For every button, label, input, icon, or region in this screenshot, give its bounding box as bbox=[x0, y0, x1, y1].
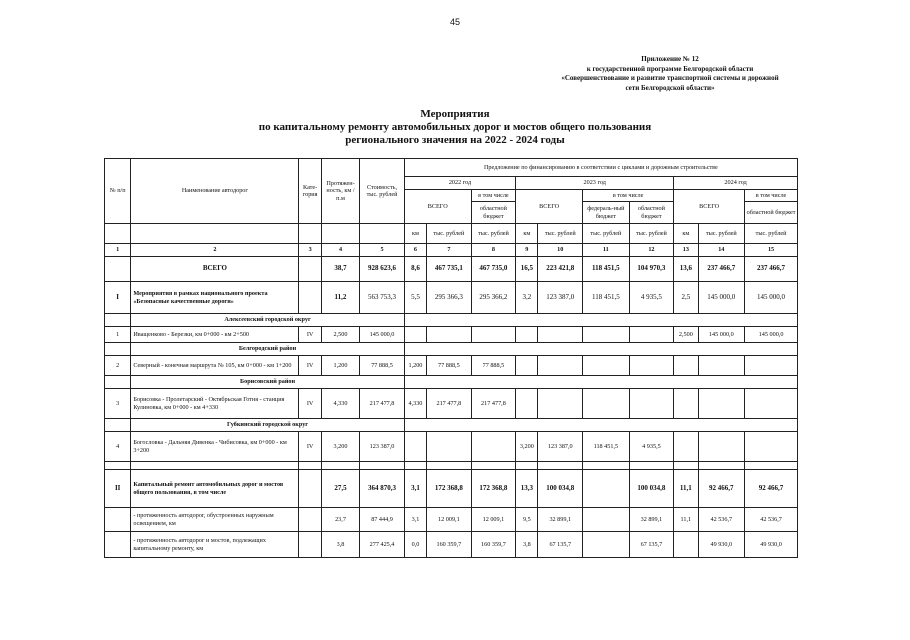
appendix-line: к государственной программе Белгородской области bbox=[586, 64, 754, 73]
subrow-label: - протяженность автодорог и мостов, подлежащих капитальному ремонту, км bbox=[131, 532, 299, 558]
row-cell: 123 387,0 bbox=[360, 432, 405, 462]
column-number: 1 bbox=[105, 244, 131, 257]
column-number-row bbox=[105, 244, 798, 257]
row-cell bbox=[583, 532, 630, 558]
column-number: 7 bbox=[427, 244, 472, 257]
section-cell: 92 466,7 bbox=[745, 470, 798, 508]
row-cell bbox=[698, 389, 745, 419]
total-row bbox=[105, 257, 798, 282]
row-cell bbox=[538, 356, 583, 376]
subrow-label: - протяженность автодорог, обустроенных наружным освещением, км bbox=[131, 508, 299, 532]
total-cell: 104 970,3 bbox=[629, 257, 674, 282]
total-label: ВСЕГО bbox=[131, 257, 299, 282]
row-cell bbox=[427, 327, 472, 343]
unit-trub: тыс. рублей bbox=[629, 224, 674, 244]
total-cell: 467 735,1 bbox=[427, 257, 472, 282]
section-cell: 295 366,2 bbox=[471, 282, 516, 314]
row-num: 2 bbox=[105, 356, 131, 376]
road-category: IV bbox=[299, 356, 321, 376]
column-number: 12 bbox=[629, 244, 674, 257]
row-cell: 12 009,1 bbox=[427, 508, 472, 532]
row-cell bbox=[629, 356, 674, 376]
section-num: II bbox=[105, 470, 131, 508]
header-year-2022: 2022 год bbox=[404, 177, 515, 190]
district-heading: Борисовский район bbox=[131, 376, 404, 389]
page-number: 45 bbox=[449, 17, 460, 27]
section-cell: 2,5 bbox=[674, 282, 698, 314]
table-row bbox=[105, 508, 798, 532]
unit-trub: тыс. рублей bbox=[427, 224, 472, 244]
total-cell: 237 466,7 bbox=[698, 257, 745, 282]
road-name: Северный - конечная маршрута № 105, км 0+000 - км 1+200 bbox=[131, 356, 299, 376]
row-cell bbox=[471, 327, 516, 343]
row-cell: 49 930,0 bbox=[698, 532, 745, 558]
section-cell: 100 034,8 bbox=[538, 470, 583, 508]
column-number: 9 bbox=[516, 244, 538, 257]
section-row bbox=[105, 470, 798, 508]
total-cell: 8,6 bbox=[404, 257, 426, 282]
row-cell bbox=[516, 389, 538, 419]
total-cell: 13,6 bbox=[674, 257, 698, 282]
header-total: ВСЕГО bbox=[674, 190, 745, 224]
column-number: 2 bbox=[131, 244, 299, 257]
title-line: по капитальному ремонту автомобильных дорог и мостов общего пользования bbox=[258, 121, 652, 133]
column-number: 6 bbox=[404, 244, 426, 257]
header-funding: Предложение по финансированию в соответствии с циклами и дорожным строительстве bbox=[404, 159, 797, 177]
road-category: IV bbox=[299, 389, 321, 419]
unit-trub: тыс. рублей bbox=[471, 224, 516, 244]
row-cell bbox=[538, 327, 583, 343]
section-cell: 100 034,8 bbox=[629, 470, 674, 508]
row-cell: 2,500 bbox=[321, 327, 359, 343]
column-number: 3 bbox=[299, 244, 321, 257]
column-number: 8 bbox=[471, 244, 516, 257]
unit-trub: тыс. рублей bbox=[538, 224, 583, 244]
row-cell: 77 888,5 bbox=[360, 356, 405, 376]
section-cell: 13,3 bbox=[516, 470, 538, 508]
row-cell: 3,200 bbox=[321, 432, 359, 462]
section-cell: 172 368,8 bbox=[427, 470, 472, 508]
section-cell: 123 387,0 bbox=[538, 282, 583, 314]
row-cell: 3,8 bbox=[516, 532, 538, 558]
district-heading: Алексеевский городской округ bbox=[131, 314, 404, 327]
total-cell: 223 421,8 bbox=[538, 257, 583, 282]
column-number: 13 bbox=[674, 244, 698, 257]
row-cell bbox=[583, 327, 630, 343]
row-cell bbox=[516, 327, 538, 343]
total-cell: 118 451,5 bbox=[583, 257, 630, 282]
header-cost: Стоимость, тыс. рублей bbox=[360, 159, 405, 224]
appendix-line: Приложение № 12 bbox=[641, 55, 699, 63]
row-cell: 32 899,1 bbox=[538, 508, 583, 532]
section-cell: 5,5 bbox=[404, 282, 426, 314]
row-cell: 160 359,7 bbox=[427, 532, 472, 558]
section-cell: 364 870,3 bbox=[360, 470, 405, 508]
section-cell: 92 466,7 bbox=[698, 470, 745, 508]
unit-km: км bbox=[516, 224, 538, 244]
table-row bbox=[105, 389, 798, 419]
section-label: Мероприятия в рамках национального проекта «Безопасные качественные дороги» bbox=[131, 282, 299, 314]
row-cell bbox=[404, 327, 426, 343]
header-total: ВСЕГО bbox=[404, 190, 471, 224]
total-cell: 38,7 bbox=[321, 257, 359, 282]
section-row bbox=[105, 282, 798, 314]
section-num: I bbox=[105, 282, 131, 314]
row-cell bbox=[583, 508, 630, 532]
row-cell: 123 387,0 bbox=[538, 432, 583, 462]
section-cell: 3,1 bbox=[404, 470, 426, 508]
section-cell: 118 451,5 bbox=[583, 282, 630, 314]
header-regional: областной бюджет bbox=[745, 202, 798, 224]
row-cell bbox=[471, 432, 516, 462]
header-name: Наименование автодорог bbox=[131, 159, 299, 224]
appendix-line: сети Белгородской области» bbox=[625, 83, 715, 92]
table-row bbox=[105, 532, 798, 558]
header-federal: федераль-ный бюджет bbox=[583, 202, 630, 224]
section-cell: 172 368,8 bbox=[471, 470, 516, 508]
table-row bbox=[105, 327, 798, 343]
section-label: Капитальный ремонт автомобильных дорог и мостов общего пользования, в том числе bbox=[131, 470, 299, 508]
total-cell: 928 623,6 bbox=[360, 257, 405, 282]
row-cell: 67 135,7 bbox=[629, 532, 674, 558]
column-number: 15 bbox=[745, 244, 798, 257]
row-cell: 9,5 bbox=[516, 508, 538, 532]
row-cell: 1,200 bbox=[321, 356, 359, 376]
district-heading: Губкинский городской округ bbox=[131, 419, 404, 432]
row-cell bbox=[745, 389, 798, 419]
unit-trub: тыс. рублей bbox=[745, 224, 798, 244]
row-cell: 23,7 bbox=[321, 508, 359, 532]
unit-trub: тыс. рублей bbox=[583, 224, 630, 244]
row-cell: 0,0 bbox=[404, 532, 426, 558]
table-row bbox=[105, 432, 798, 462]
row-cell: 3,1 bbox=[404, 508, 426, 532]
row-cell: 49 930,0 bbox=[745, 532, 798, 558]
row-cell: 217 477,8 bbox=[427, 389, 472, 419]
header-including: в том числе bbox=[583, 190, 674, 202]
row-cell: 145 000,0 bbox=[360, 327, 405, 343]
row-cell bbox=[427, 432, 472, 462]
header-total: ВСЕГО bbox=[516, 190, 583, 224]
row-cell: 77 888,5 bbox=[471, 356, 516, 376]
appendix-note bbox=[520, 55, 820, 93]
row-cell: 77 888,5 bbox=[427, 356, 472, 376]
row-cell: 145 000,0 bbox=[698, 327, 745, 343]
section-cell: 295 366,3 bbox=[427, 282, 472, 314]
header-including: в том числе bbox=[471, 190, 516, 202]
section-cell bbox=[583, 470, 630, 508]
row-cell bbox=[698, 356, 745, 376]
row-cell bbox=[674, 356, 698, 376]
road-category: IV bbox=[299, 327, 321, 343]
row-cell: 160 359,7 bbox=[471, 532, 516, 558]
road-category: IV bbox=[299, 432, 321, 462]
row-cell: 12 009,1 bbox=[471, 508, 516, 532]
row-cell: 4 935,5 bbox=[629, 432, 674, 462]
row-cell: 4,330 bbox=[321, 389, 359, 419]
section-cell: 27,5 bbox=[321, 470, 359, 508]
appendix-line: «Совершенствование и развитие транспортной системы и дорожной bbox=[561, 74, 779, 82]
unit-trub: тыс. рублей bbox=[698, 224, 745, 244]
row-cell bbox=[538, 389, 583, 419]
row-cell bbox=[745, 432, 798, 462]
total-cell: 16,5 bbox=[516, 257, 538, 282]
row-cell: 217 477,8 bbox=[471, 389, 516, 419]
row-cell bbox=[629, 389, 674, 419]
header-num: № п/п bbox=[105, 159, 131, 224]
row-cell: 1,200 bbox=[404, 356, 426, 376]
unit-km: км bbox=[674, 224, 698, 244]
row-num: 1 bbox=[105, 327, 131, 343]
section-cell: 4 935,5 bbox=[629, 282, 674, 314]
row-cell: 2,500 bbox=[674, 327, 698, 343]
column-number: 5 bbox=[360, 244, 405, 257]
row-num: 4 bbox=[105, 432, 131, 462]
row-cell bbox=[674, 389, 698, 419]
row-cell: 3,200 bbox=[516, 432, 538, 462]
row-cell bbox=[629, 327, 674, 343]
row-cell bbox=[583, 389, 630, 419]
row-cell bbox=[583, 356, 630, 376]
header-regional: областной бюджет bbox=[629, 202, 674, 224]
road-name: Борисовка - Пролетарский - Октябрьская Готня - станция Кулиновка, км 0+000 - км 4+330 bbox=[131, 389, 299, 419]
row-cell: 42 536,7 bbox=[698, 508, 745, 532]
row-cell: 118 451,5 bbox=[583, 432, 630, 462]
row-cell bbox=[674, 532, 698, 558]
road-name: Иващенково - Березки, км 0+000 - км 2+500 bbox=[131, 327, 299, 343]
title-line: регионального значения на 2022 - 2024 годы bbox=[345, 134, 565, 146]
row-cell bbox=[698, 432, 745, 462]
section-cell: 563 753,3 bbox=[360, 282, 405, 314]
row-cell: 4,330 bbox=[404, 389, 426, 419]
header-category: Кате-гория bbox=[299, 159, 321, 224]
district-heading: Белгородский район bbox=[131, 343, 404, 356]
row-cell bbox=[745, 356, 798, 376]
road-name: Богословка - Дальняя Дивенка - Чибисовка, км 0+000 - км 3+200 bbox=[131, 432, 299, 462]
row-cell: 217 477,8 bbox=[360, 389, 405, 419]
row-cell bbox=[404, 432, 426, 462]
section-cell: 145 000,0 bbox=[745, 282, 798, 314]
document-title bbox=[0, 108, 910, 147]
row-num: 3 bbox=[105, 389, 131, 419]
column-number: 4 bbox=[321, 244, 359, 257]
row-cell bbox=[516, 356, 538, 376]
row-cell: 145 000,0 bbox=[745, 327, 798, 343]
measures-table bbox=[104, 158, 798, 558]
header-year-2024: 2024 год bbox=[674, 177, 798, 190]
row-cell: 277 425,4 bbox=[360, 532, 405, 558]
title-line: Мероприятия bbox=[420, 108, 490, 120]
section-cell: 11,2 bbox=[321, 282, 359, 314]
section-cell: 11,1 bbox=[674, 470, 698, 508]
row-cell: 32 899,1 bbox=[629, 508, 674, 532]
table-row bbox=[105, 356, 798, 376]
column-number: 11 bbox=[583, 244, 630, 257]
section-cell: 3,2 bbox=[516, 282, 538, 314]
row-cell bbox=[674, 432, 698, 462]
total-cell: 237 466,7 bbox=[745, 257, 798, 282]
header-year-2023: 2023 год bbox=[516, 177, 674, 190]
column-number: 14 bbox=[698, 244, 745, 257]
row-cell: 67 135,7 bbox=[538, 532, 583, 558]
header-including: в том числе bbox=[745, 190, 798, 202]
total-cell: 467 735,0 bbox=[471, 257, 516, 282]
row-cell: 42 536,7 bbox=[745, 508, 798, 532]
row-cell: 87 444,9 bbox=[360, 508, 405, 532]
header-regional: областной бюджет bbox=[471, 202, 516, 224]
row-cell: 11,1 bbox=[674, 508, 698, 532]
unit-km: км bbox=[404, 224, 426, 244]
row-cell: 3,8 bbox=[321, 532, 359, 558]
section-cell: 145 000,0 bbox=[698, 282, 745, 314]
column-number: 10 bbox=[538, 244, 583, 257]
header-length: Протяжен-ность, км / п.м bbox=[321, 159, 359, 224]
